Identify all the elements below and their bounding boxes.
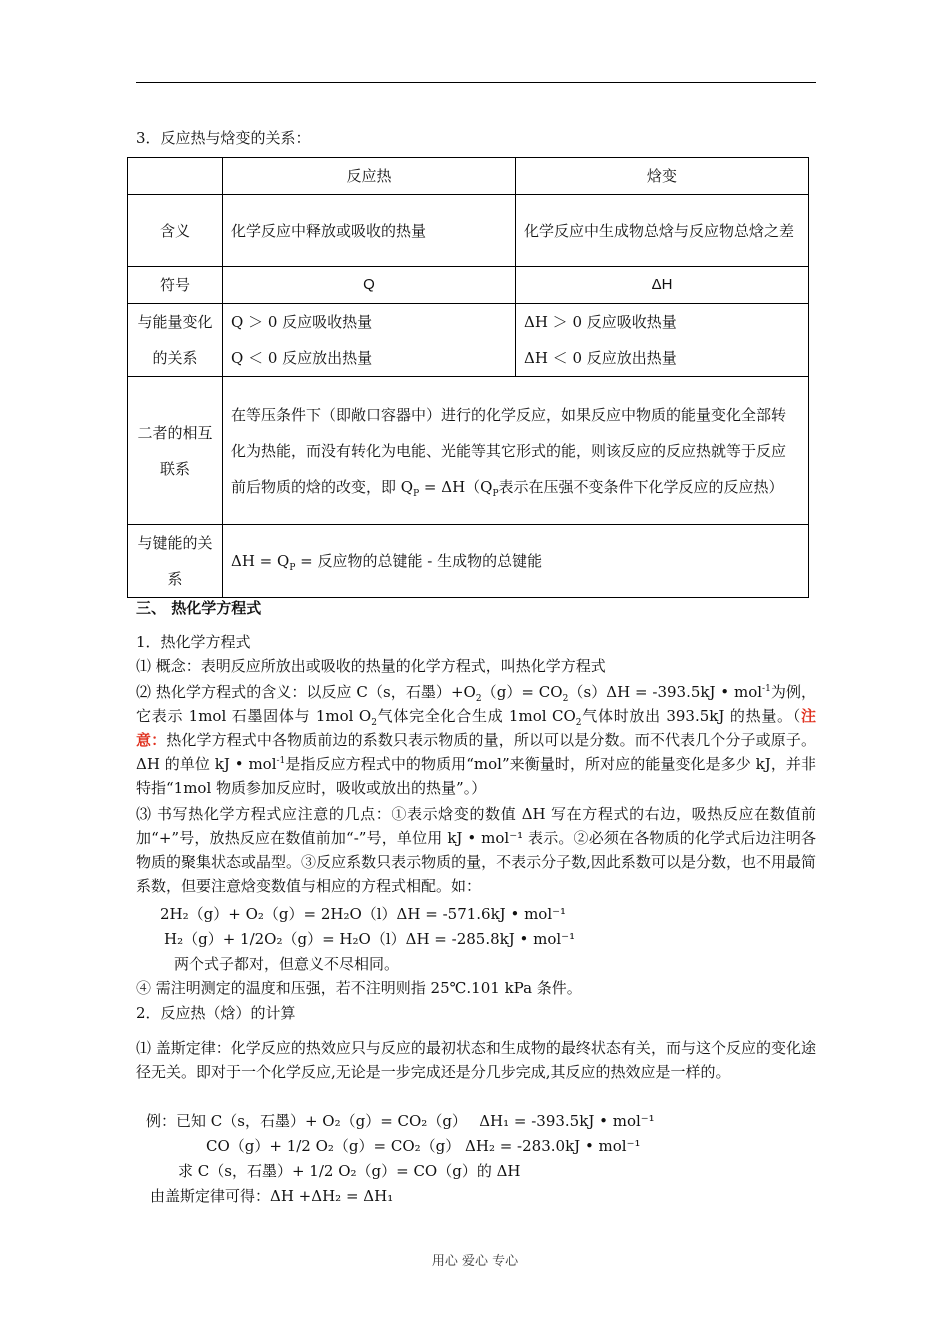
row-label: 含义 [128,195,223,267]
table-cell: ΔH [516,267,809,304]
cell-line: Q ＜ 0 反应放出热量 [231,349,373,367]
cell-text: = ΔH（Q [419,477,493,496]
row-label: 二者的相互联系 [128,377,223,525]
section-three-title: 三、 热化学方程式 [136,599,262,617]
text-run: 为例，它表示 1mol 石墨固体与 1mol O [136,683,816,725]
subscript: P [413,488,420,499]
text-run: 热化学方程式中各物质前边的系数只表示物质的量，所以可以是分数。而不代表几个分子或原子。ΔH 的单位 kJ • mol [136,731,816,773]
example-line: 求 C（s，石墨）+ 1/2 O₂（g）= CO（g）的 ΔH [178,1162,521,1180]
row-label: 与能量变化的关系 [128,304,223,377]
subscript: 2 [562,694,569,704]
text-run: （g）= CO [481,683,563,701]
table-header-row [128,158,809,195]
table-header-cell [128,158,223,195]
subscript: P [492,488,499,499]
paragraph [136,680,816,800]
table-cell [223,377,809,525]
note-label: 注意： [136,707,816,749]
example-line: 例：已知 C（s，石墨）+ O₂（g）= CO₂（g） ΔH₁ = -393.5kJ • mol⁻¹ [146,1112,655,1130]
text-run: （s）ΔH = -393.5kJ • mol [568,683,763,701]
paragraph: ④ 需注明测定的温度和压强，若不注明则指 25℃.101 kPa 条件。 [136,979,582,997]
paragraph: ⑴ 概念：表明反应所放出或吸收的热量的化学方程式，叫热化学方程式 [136,657,606,675]
table-header-cell: 焓变 [516,158,809,195]
text-run: 气体完全化合生成 1mol CO [376,707,576,725]
table-row [128,267,809,304]
cell-text: 表示在压强不变条件下化学反应的反应热） [498,477,784,496]
table-row [128,195,809,267]
subsection-title: 2．反应热（焓）的计算 [136,1004,296,1022]
table-cell [516,304,809,377]
example-line: 由盖斯定律可得：ΔH +ΔH₂ = ΔH₁ [150,1187,394,1205]
table-cell: 化学反应中生成物总焓与反应物总焓之差 [516,195,809,267]
text-run: 是指反应方程式中的物质用“mol”来衡量时，所对应的能量变化是多少 kJ，并非特指“1mol 物质参加反应时，吸收或放出的热量”。） [136,755,816,797]
subscript: 2 [575,718,582,728]
table-row [128,377,809,525]
cell-line: ΔH ＜ 0 反应放出热量 [524,349,677,367]
superscript: -1 [762,684,771,694]
section3-heading: 3．反应热与焓变的关系： [136,129,311,147]
row-label: 符号 [128,267,223,304]
equation: H₂（g）+ 1/2O₂（g）= H₂O（l）ΔH = -285.8kJ • mol⁻¹ [164,930,576,948]
subsection-title: 1．热化学方程式 [136,633,251,651]
paragraph: 两个式子都对，但意义不尽相同。 [174,955,400,973]
table-cell [223,304,516,377]
header-rule [136,82,816,83]
table-row [128,304,809,377]
table-cell [223,525,809,598]
equation: 2H₂（g）+ O₂（g）= 2H₂O（l）ΔH = -571.6kJ • mol⁻¹ [160,905,567,923]
relation-table [127,157,809,598]
superscript: -1 [276,756,286,766]
subscript: 2 [371,718,377,728]
paragraph: ⑴ 盖斯定律：化学反应的热效应只与反应的最初状态和生成物的最终状态有关，而与这个反应的变化途径无关。即对于一个化学反应,无论是一步完成还是分几步完成,其反应的热效应是一样的。 [136,1039,816,1081]
page-footer: 用心 爱心 专心 [431,1254,519,1269]
text-run: 气体时放出 393.5kJ 的热量。（ [581,707,801,725]
table-cell: Q [223,267,516,304]
text-run: ⑵ 热化学方程式的含义：以反应 C（s，石墨）+O [136,683,476,701]
subscript: P [289,563,296,573]
cell-text: = 反应物的总键能 - 生成物的总键能 [295,552,543,570]
example-line: CO（g）+ 1/2 O₂（g）= CO₂（g） ΔH₂ = -283.0kJ • mol⁻¹ [206,1137,641,1155]
cell-line: ΔH ＞ 0 反应吸收热量 [524,313,677,331]
cell-text: ΔH = Q [231,552,290,570]
subscript: 2 [475,694,482,704]
table-row [128,525,809,598]
table-cell: 化学反应中释放或吸收的热量 [223,195,516,267]
paragraph: ⑶ 书写热化学方程式应注意的几点：①表示焓变的数值 ΔH 写在方程式的右边，吸热反应在数值前加“+”号，放热反应在数值前加“-”号，单位用 kJ • mol⁻¹ 表示。②必须在各物质的化学式后边注明各物质的聚集状态或晶型。③反应系数只表示物质的量，不表示分子数,因此系数可以是分数，也不用最简系数，但要注意焓变数值与相应的方程式相配。如： [136,805,816,895]
table-header-cell: 反应热 [223,158,516,195]
row-label: 与键能的关系 [128,525,223,598]
cell-text: 在等压条件下（即敞口容器中）进行的化学反应，如果反应中物质的能量变化全部转化为热能，而没有转化为电能、光能等其它形式的能，则该反应的反应热就等于反应前后物质的焓的改变，即 Q [231,405,787,496]
cell-line: Q ＞ 0 反应吸收热量 [231,313,373,331]
